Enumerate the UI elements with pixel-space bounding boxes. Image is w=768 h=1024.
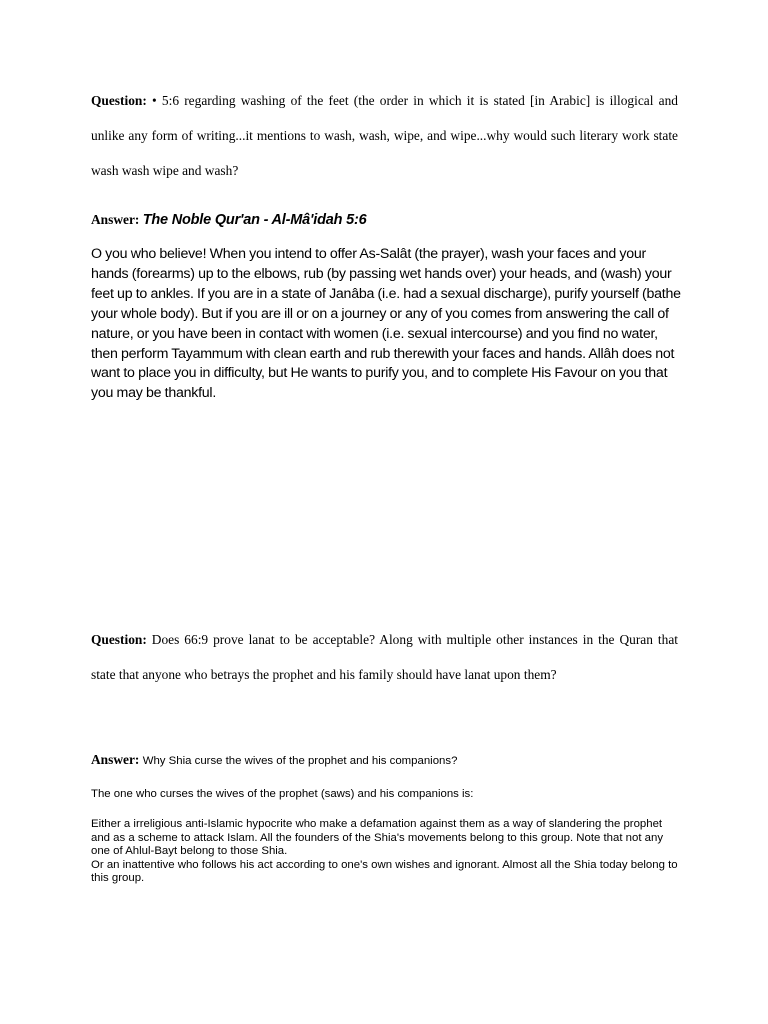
question-2-label: Question: <box>91 632 147 647</box>
question-1-label: Question: <box>91 93 147 108</box>
question-2 <box>91 622 678 692</box>
answer-2-paragraph: Or an inattentive who follows his act according to one's own wishes and ignorant. Almost all the Shia today belong to this group. <box>91 858 678 884</box>
answer-2-label: Answer: <box>91 752 140 767</box>
answer-2-heading <box>91 750 691 771</box>
answer-1-heading <box>91 209 691 231</box>
answer-2-body <box>91 818 681 886</box>
question-1-text: • 5:6 regarding washing of the feet (the order in which it is stated [in Arabic] is illogical and unlike any form of writing...it mentions to wash, wash, wipe, and wipe...why would such literary work state wash wash wipe and wash? <box>91 93 678 178</box>
answer-2-question: Why Shia curse the wives of the prophet and his companions? <box>142 755 458 767</box>
answer-2-intro: The one who curses the wives of the prophet (saws) and his companions is: <box>91 788 474 800</box>
answer-1-text: O you who believe! When you intend to offer As-Salât (the prayer), wash your faces and your hands (forearms) up to the elbows, rub (by passing wet hands over) your heads, and (wash) your feet up to ankles. If you are in a state of Janâba (i.e. had a sexual discharge), purify yourself (bathe your whole body). But if you are ill or on a journey or any of you comes from answering the call of nature, or you have been in contact with women (i.e. sexual intercourse) and you find no water, then perform Tayammum with clean earth and rub therewith your faces and hands. Allâh does not want to place you in difficulty, but He wants to purify you, and to complete His Favour on you that you may be thankful. <box>91 246 681 402</box>
answer-1-title: The Noble Qur'an - Al-Mâ'idah 5:6 <box>142 212 367 228</box>
answer-1-label: Answer: <box>91 212 140 227</box>
answer-2-paragraph: Either a irreligious anti-Islamic hypocrite who make a defamation against them as a way of slandering the prophet and as a scheme to attack Islam. All the founders of the Shia's movements belong to this group. Note that not any one of Ahlul-Bayt belong to those Shia. <box>91 818 664 857</box>
question-2-text: Does 66:9 prove lanat to be acceptable? Along with multiple other instances in the Quran that state that anyone who betrays the prophet and his family should have lanat upon them? <box>91 632 678 682</box>
question-1 <box>91 83 678 188</box>
